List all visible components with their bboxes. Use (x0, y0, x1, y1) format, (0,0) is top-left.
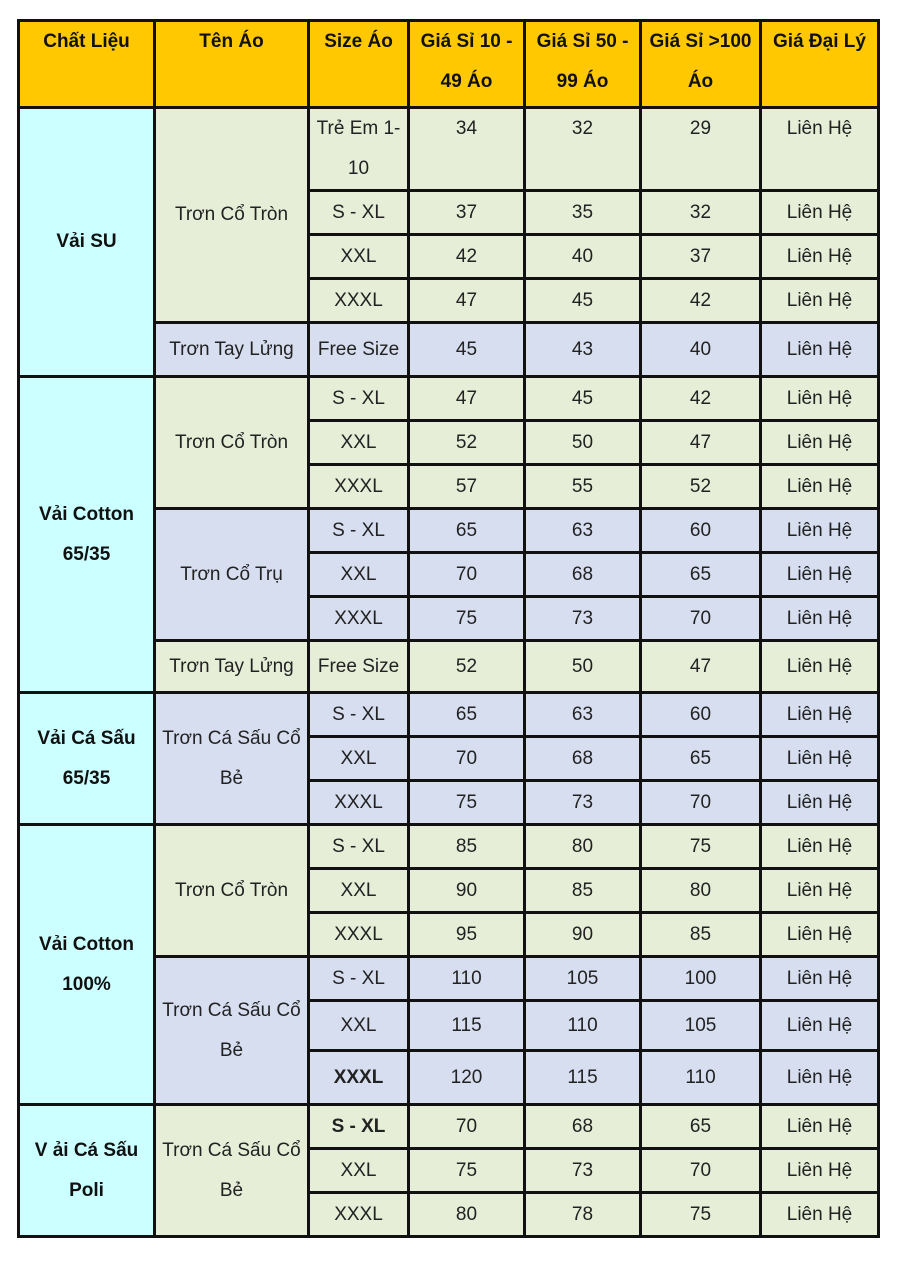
agent-price-cell: Liên Hệ (761, 279, 879, 323)
price-10-49-cell: 47 (409, 377, 525, 421)
price-50-99-cell: 43 (525, 323, 641, 377)
material-cell: Vải Cá Sấu 65/35 (19, 693, 155, 825)
price-50-99-cell: 105 (525, 957, 641, 1001)
size-cell: XXL (309, 553, 409, 597)
size-cell: XXXL (309, 913, 409, 957)
price-100-plus-cell: 75 (641, 825, 761, 869)
price-50-99-cell: 45 (525, 279, 641, 323)
agent-price-cell: Liên Hệ (761, 509, 879, 553)
agent-price-cell: Liên Hệ (761, 323, 879, 377)
size-cell: S - XL (309, 377, 409, 421)
price-10-49-cell: 70 (409, 553, 525, 597)
size-cell: XXL (309, 1001, 409, 1051)
size-cell: S - XL (309, 693, 409, 737)
product-name-cell: Trơn Cổ Tròn (155, 825, 309, 957)
price-10-49-cell: 80 (409, 1193, 525, 1237)
product-name-cell: Trơn Cổ Tròn (155, 377, 309, 509)
price-10-49-cell: 57 (409, 465, 525, 509)
size-cell: S - XL (309, 825, 409, 869)
price-100-plus-cell: 70 (641, 1149, 761, 1193)
agent-price-cell: Liên Hệ (761, 597, 879, 641)
agent-price-cell: Liên Hệ (761, 421, 879, 465)
price-10-49-cell: 75 (409, 597, 525, 641)
price-50-99-cell: 68 (525, 553, 641, 597)
agent-price-cell: Liên Hệ (761, 781, 879, 825)
price-10-49-cell: 110 (409, 957, 525, 1001)
header-size: Size Áo (309, 21, 409, 108)
price-50-99-cell: 73 (525, 781, 641, 825)
product-name-cell: Trơn Tay Lửng (155, 323, 309, 377)
material-cell: Vải Cotton 65/35 (19, 377, 155, 693)
product-name-cell: Trơn Cá Sấu Cổ Bẻ (155, 957, 309, 1105)
agent-price-cell: Liên Hệ (761, 191, 879, 235)
size-cell: XXXL (309, 1193, 409, 1237)
header-price-50-99: Giá Sỉ 50 - 99 Áo (525, 21, 641, 108)
price-100-plus-cell: 105 (641, 1001, 761, 1051)
price-100-plus-cell: 65 (641, 553, 761, 597)
product-name-cell: Trơn Cá Sấu Cổ Bẻ (155, 1105, 309, 1237)
size-cell: XXXL (309, 781, 409, 825)
price-10-49-cell: 70 (409, 1105, 525, 1149)
price-50-99-cell: 68 (525, 1105, 641, 1149)
header-row (19, 21, 879, 108)
price-10-49-cell: 90 (409, 869, 525, 913)
size-cell: S - XL (309, 957, 409, 1001)
agent-price-cell: Liên Hệ (761, 377, 879, 421)
price-10-49-cell: 75 (409, 781, 525, 825)
price-100-plus-cell: 60 (641, 693, 761, 737)
price-50-99-cell: 63 (525, 509, 641, 553)
material-cell: V ải Cá Sấu Poli (19, 1105, 155, 1237)
size-cell: XXL (309, 869, 409, 913)
header-price-10-49: Giá Sỉ 10 - 49 Áo (409, 21, 525, 108)
price-10-49-cell: 120 (409, 1051, 525, 1105)
size-cell: Trẻ Em 1-10 (309, 108, 409, 191)
size-cell: XXXL (309, 279, 409, 323)
table-row (19, 108, 879, 191)
table-row (19, 1105, 879, 1149)
agent-price-cell: Liên Hệ (761, 1105, 879, 1149)
agent-price-cell: Liên Hệ (761, 465, 879, 509)
price-10-49-cell: 65 (409, 693, 525, 737)
price-50-99-cell: 115 (525, 1051, 641, 1105)
table-row (19, 693, 879, 737)
price-50-99-cell: 40 (525, 235, 641, 279)
price-50-99-cell: 45 (525, 377, 641, 421)
size-cell: XXXL (309, 465, 409, 509)
price-10-49-cell: 85 (409, 825, 525, 869)
price-100-plus-cell: 70 (641, 781, 761, 825)
agent-price-cell: Liên Hệ (761, 1001, 879, 1051)
agent-price-cell: Liên Hệ (761, 1149, 879, 1193)
price-10-49-cell: 37 (409, 191, 525, 235)
price-10-49-cell: 52 (409, 421, 525, 465)
price-100-plus-cell: 52 (641, 465, 761, 509)
price-50-99-cell: 110 (525, 1001, 641, 1051)
agent-price-cell: Liên Hệ (761, 235, 879, 279)
price-50-99-cell: 85 (525, 869, 641, 913)
agent-price-cell: Liên Hệ (761, 913, 879, 957)
agent-price-cell: Liên Hệ (761, 108, 879, 191)
size-cell: XXXL (309, 597, 409, 641)
price-table-body (19, 108, 879, 1237)
price-100-plus-cell: 32 (641, 191, 761, 235)
price-100-plus-cell: 29 (641, 108, 761, 191)
size-cell: Free Size (309, 323, 409, 377)
price-50-99-cell: 80 (525, 825, 641, 869)
price-10-49-cell: 34 (409, 108, 525, 191)
size-cell: S - XL (309, 1105, 409, 1149)
price-10-49-cell: 45 (409, 323, 525, 377)
price-100-plus-cell: 42 (641, 279, 761, 323)
price-10-49-cell: 47 (409, 279, 525, 323)
product-name-cell: Trơn Cổ Tròn (155, 108, 309, 323)
size-cell: XXL (309, 737, 409, 781)
material-cell: Vải Cotton 100% (19, 825, 155, 1105)
product-name-cell: Trơn Cổ Trụ (155, 509, 309, 641)
agent-price-cell: Liên Hệ (761, 1051, 879, 1105)
price-50-99-cell: 90 (525, 913, 641, 957)
price-100-plus-cell: 42 (641, 377, 761, 421)
price-100-plus-cell: 47 (641, 641, 761, 693)
price-100-plus-cell: 65 (641, 737, 761, 781)
price-100-plus-cell: 100 (641, 957, 761, 1001)
product-name-cell: Trơn Cá Sấu Cổ Bẻ (155, 693, 309, 825)
size-cell: Free Size (309, 641, 409, 693)
price-50-99-cell: 78 (525, 1193, 641, 1237)
price-50-99-cell: 32 (525, 108, 641, 191)
agent-price-cell: Liên Hệ (761, 693, 879, 737)
price-50-99-cell: 63 (525, 693, 641, 737)
product-name-cell: Trơn Tay Lửng (155, 641, 309, 693)
size-cell: S - XL (309, 191, 409, 235)
price-10-49-cell: 70 (409, 737, 525, 781)
price-10-49-cell: 95 (409, 913, 525, 957)
header-price-100-plus: Giá Sỉ >100 Áo (641, 21, 761, 108)
table-row (19, 377, 879, 421)
table-row (19, 825, 879, 869)
price-100-plus-cell: 110 (641, 1051, 761, 1105)
header-agent-price: Giá Đại Lý (761, 21, 879, 108)
size-cell: XXL (309, 235, 409, 279)
size-cell: XXXL (309, 1051, 409, 1105)
header-name: Tên Áo (155, 21, 309, 108)
price-10-49-cell: 52 (409, 641, 525, 693)
price-10-49-cell: 65 (409, 509, 525, 553)
agent-price-cell: Liên Hệ (761, 737, 879, 781)
price-100-plus-cell: 47 (641, 421, 761, 465)
size-cell: XXL (309, 1149, 409, 1193)
price-10-49-cell: 75 (409, 1149, 525, 1193)
price-100-plus-cell: 65 (641, 1105, 761, 1149)
price-50-99-cell: 35 (525, 191, 641, 235)
price-table (17, 19, 880, 1238)
agent-price-cell: Liên Hệ (761, 553, 879, 597)
size-cell: XXL (309, 421, 409, 465)
price-10-49-cell: 115 (409, 1001, 525, 1051)
price-50-99-cell: 73 (525, 597, 641, 641)
agent-price-cell: Liên Hệ (761, 957, 879, 1001)
agent-price-cell: Liên Hệ (761, 641, 879, 693)
price-100-plus-cell: 70 (641, 597, 761, 641)
price-50-99-cell: 73 (525, 1149, 641, 1193)
price-100-plus-cell: 85 (641, 913, 761, 957)
price-100-plus-cell: 40 (641, 323, 761, 377)
price-100-plus-cell: 37 (641, 235, 761, 279)
price-100-plus-cell: 80 (641, 869, 761, 913)
header-material: Chất Liệu (19, 21, 155, 108)
size-cell: S - XL (309, 509, 409, 553)
agent-price-cell: Liên Hệ (761, 825, 879, 869)
price-100-plus-cell: 75 (641, 1193, 761, 1237)
agent-price-cell: Liên Hệ (761, 869, 879, 913)
price-50-99-cell: 50 (525, 421, 641, 465)
price-100-plus-cell: 60 (641, 509, 761, 553)
price-50-99-cell: 68 (525, 737, 641, 781)
agent-price-cell: Liên Hệ (761, 1193, 879, 1237)
price-50-99-cell: 55 (525, 465, 641, 509)
price-50-99-cell: 50 (525, 641, 641, 693)
price-10-49-cell: 42 (409, 235, 525, 279)
material-cell: Vải SU (19, 108, 155, 377)
